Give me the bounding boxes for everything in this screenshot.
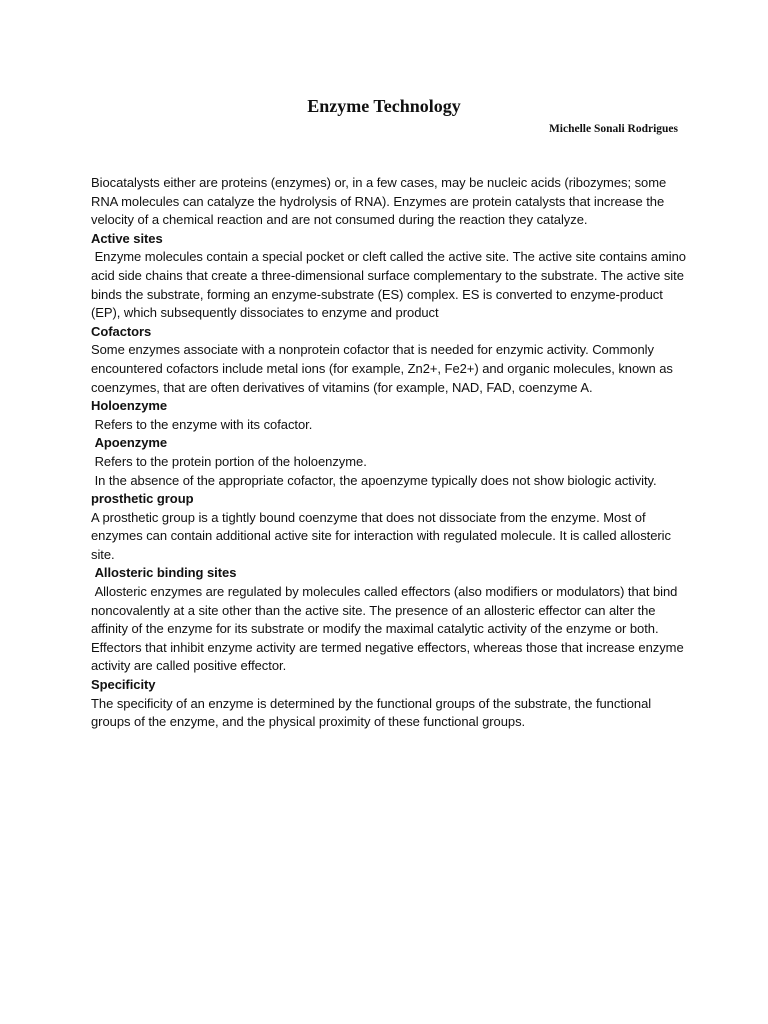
author-name: Michelle Sonali Rodrigues [548,123,678,135]
cofactors-heading: Cofactors [91,323,152,339]
document-body [91,174,691,732]
apoenzyme-paragraph-1: Refers to the protein portion of the holoenzyme. [91,453,367,469]
holoenzyme-heading: Holoenzyme [91,398,168,414]
active-sites-heading: Active sites [91,230,163,246]
specificity-heading: Specificity [91,677,156,693]
apoenzyme-paragraph-2: In the absence of the appropriate cofactor, the apoenzyme typically does not show biologic activity. [91,472,657,488]
prosthetic-group-heading: prosthetic group [91,491,194,507]
holoenzyme-paragraph: Refers to the enzyme with its cofactor. [91,416,313,432]
prosthetic-group-paragraph: A prosthetic group is a tightly bound coenzyme that does not dissociate from the enzyme. Most of enzymes can contain additional active site for interaction with regulated molecule. It is called allosteric site. [91,509,675,562]
specificity-paragraph: The specificity of an enzyme is determined by the functional groups of the substrate, the functional groups of the enzyme, and the physical proximity of these functional groups. [91,695,655,730]
allosteric-heading: Allosteric binding sites [91,565,237,581]
intro-paragraph: Biocatalysts either are proteins (enzymes) or, in a few cases, may be nucleic acids (ribozymes; some RNA molecules can catalyze the hydrolysis of RNA). Enzymes are protein catalysts that increase the velocity of a chemical reaction and are not consumed during the reaction they catalyze. [91,175,670,228]
cofactors-paragraph: Some enzymes associate with a nonprotein cofactor that is needed for enzymic activity. Commonly encountered cofactors include metal ions (for example, Zn2+, Fe2+) and organic molecules, known as coenzymes, that are often derivatives of vitamins (for example, NAD, FAD, coenzyme A. [91,342,677,395]
active-sites-paragraph: Enzyme molecules contain a special pocket or cleft called the active site. The active site contains amino acid side chains that create a three-dimensional surface complementary to the substrate. The active site binds the substrate, forming an enzyme-substrate (ES) complex. ES is converted to enzyme-product (EP), which subsequently dissociates to enzyme and product [91,249,690,321]
allosteric-paragraph: Allosteric enzymes are regulated by molecules called effectors (also modifiers or modulators) that bind noncovalently at a site other than the active site. The presence of an allosteric effector can alter the affinity of the enzyme for its substrate or modify the maximal catalytic activity of the enzyme or both. Effectors that inhibit enzyme activity are termed negative effectors, whereas those that increase enzyme activity are called positive effector. [91,584,688,674]
apoenzyme-heading: Apoenzyme [91,435,168,451]
document-title: Enzyme Technology [307,96,461,116]
